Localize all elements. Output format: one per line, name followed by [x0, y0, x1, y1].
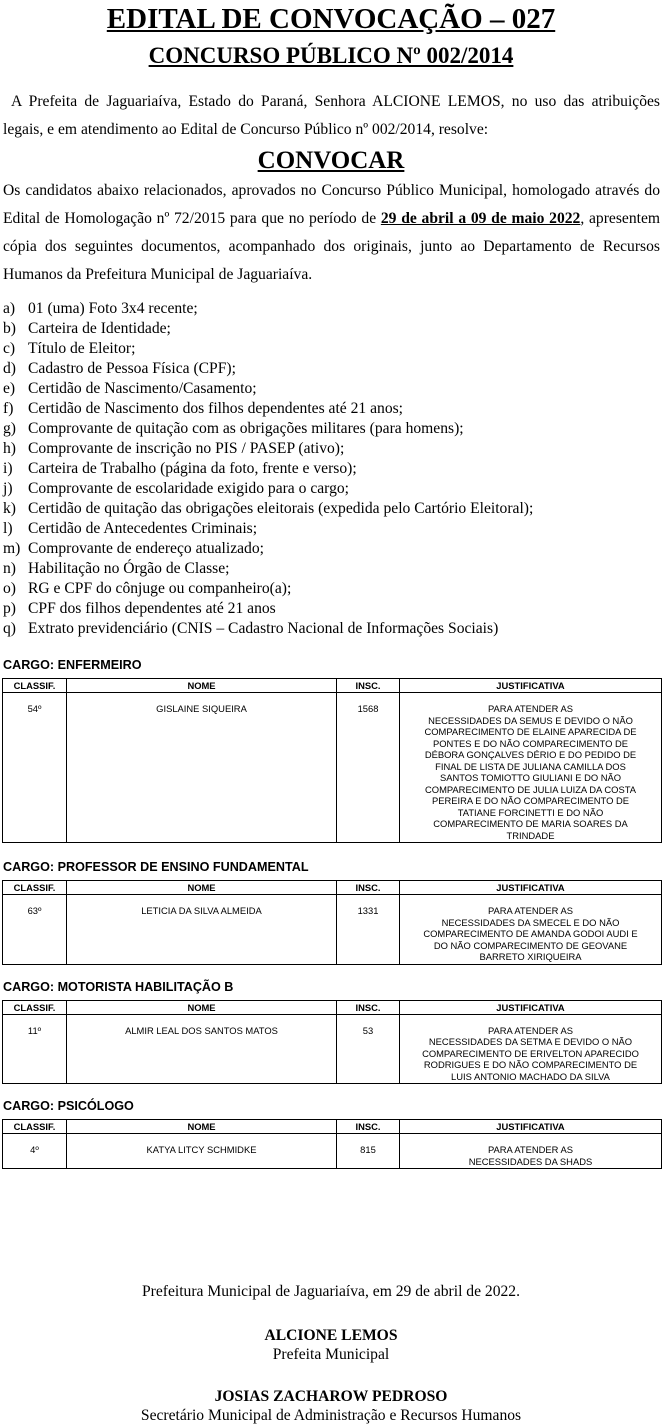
document-subtitle: CONCURSO PÚBLICO Nº 002/2014: [148, 43, 514, 68]
cell-nome: KATYA LITCY SCHMIDKE: [67, 1134, 337, 1169]
header-justificativa: JUSTIFICATIVA: [400, 1000, 662, 1014]
document-item: [3, 459, 662, 479]
document-title: EDITAL DE CONVOCAÇÃO – 027: [106, 3, 556, 35]
document-item-letter: b): [3, 320, 16, 337]
document-item-text: Cadastro de Pessoa Física (CPF);: [28, 360, 236, 377]
document-item-letter: k): [3, 500, 16, 517]
document-item-letter: m): [3, 540, 21, 557]
document-item-text: Certidão de quitação das obrigações eleitorais (expedida pelo Cartório Eleitoral);: [28, 500, 534, 517]
document-item: [3, 579, 662, 599]
table-header-row: [3, 679, 662, 693]
body-text-part2: , apresentem cópia dos seguintes documentos, acompanhado dos originais, junto ao Departamento de Recursos Humanos da Prefeitura Municipal de Jaguariaíva.: [3, 210, 660, 283]
justificativa-line: PARA ATENDER AS: [487, 905, 574, 916]
justificativa-line: NECESSIDADES DA SHADS: [468, 1155, 593, 1167]
cell-classif: 11º: [3, 1014, 67, 1084]
cell-insc: 1331: [337, 895, 400, 965]
justificativa-line: PARA ATENDER AS: [487, 1024, 574, 1036]
justificativa-line: COMPARECIMENTO DE ELAINE APARECIDA DE: [424, 726, 637, 737]
document-item: [3, 359, 662, 379]
body-paragraph: [0, 177, 662, 289]
cell-justificativa: [400, 1134, 662, 1169]
document-item-text: Comprovante de endereço atualizado;: [28, 540, 264, 557]
cargo-heading: CARGO: MOTORISTA HABILITAÇÃO B: [3, 979, 234, 994]
signer1-name: ALCIONE LEMOS: [264, 1327, 398, 1344]
header-insc: INSC.: [337, 1000, 400, 1014]
body-text-part1: Os candidatos abaixo relacionados, aprovados no Concurso Público Municipal, homologado através do Edital de Homologação nº 72/2015 para que no período de: [3, 182, 660, 227]
justificativa-line: PEREIRA E DO NÃO COMPARECIMENTO DE: [431, 795, 630, 806]
header-justificativa: JUSTIFICATIVA: [400, 679, 662, 693]
justificativa-line: RODRIGUES E DO NÃO COMPARECIMENTO DE: [423, 1059, 638, 1070]
document-item: [3, 379, 662, 399]
convocar-heading: CONVOCAR: [257, 147, 405, 174]
justificativa-line: NECESSIDADES DA SEMUS E DEVIDO O NÃO: [428, 714, 633, 726]
document-item: [3, 559, 662, 579]
header-nome: NOME: [67, 1120, 337, 1134]
signer2-title: Secretário Municipal de Administração e Recursos Humanos: [140, 1407, 522, 1424]
document-item-letter: h): [3, 440, 16, 457]
document-item-text: Extrato previdenciário (CNIS – Cadastro Nacional de Informações Sociais): [28, 620, 499, 637]
header-nome: NOME: [67, 881, 337, 895]
document-item-letter: c): [3, 340, 16, 357]
document-item-text: 01 (uma) Foto 3x4 recente;: [28, 300, 198, 317]
document-item-text: Comprovante de inscrição no PIS / PASEP (ativo);: [28, 440, 345, 457]
justificativa-line: TRINDADE: [506, 829, 555, 841]
justificativa-line: NECESSIDADES DA SETMA E DEVIDO O NÃO: [428, 1036, 633, 1047]
candidates-table: [2, 880, 662, 965]
document-item-letter: g): [3, 420, 16, 437]
document-item: [3, 439, 662, 459]
document-item: [3, 399, 662, 419]
justificativa-line: DÉBORA GONÇALVES DÉRIO E DO PEDIDO DE: [424, 749, 637, 760]
document-item-text: Certidão de Antecedentes Criminais;: [28, 520, 258, 537]
cell-insc: 1568: [337, 693, 400, 843]
justificativa-line: NECESSIDADES DA SMECEL E DO NÃO: [441, 916, 620, 928]
document-item-text: Comprovante de escolaridade exigido para o cargo;: [28, 480, 349, 497]
cargo-sections: [0, 657, 662, 1169]
period-highlight: 29 de abril a 09 de maio 2022: [380, 210, 581, 227]
header-nome: NOME: [67, 679, 337, 693]
justificativa-line: COMPARECIMENTO DE AMANDA GODOI AUDI E: [423, 928, 638, 939]
justificativa-line: TATIANE FORCINETTI E DO NÃO: [457, 806, 604, 818]
table-header-row: [3, 1000, 662, 1014]
document-item-text: Carteira de Trabalho (página da foto, frente e verso);: [28, 460, 357, 477]
document-item-letter: o): [3, 580, 16, 597]
justificativa-line: PARA ATENDER AS: [487, 703, 574, 714]
header-classif: CLASSIF.: [3, 1120, 67, 1134]
justificativa-line: BARRETO XIRIQUEIRA: [479, 951, 582, 962]
signature-block-1: [0, 1326, 662, 1364]
document-item-text: Carteira de Identidade;: [28, 320, 171, 337]
cell-classif: 54º: [3, 693, 67, 843]
table-row: [3, 1134, 662, 1169]
justificativa-line: COMPARECIMENTO DE MARIA SOARES DA: [433, 818, 628, 829]
cell-insc: 53: [337, 1014, 400, 1084]
document-item-letter: e): [3, 380, 16, 397]
justificativa-line: DO NÃO COMPARECIMENTO DE GEOVANE: [433, 939, 628, 951]
signer1-title: Prefeita Municipal: [272, 1346, 390, 1363]
document-item: [3, 299, 662, 319]
cell-insc: 815: [337, 1134, 400, 1169]
document-item: [3, 339, 662, 359]
document-item-text: Certidão de Nascimento dos filhos dependentes até 21 anos;: [28, 400, 404, 417]
document-item-letter: f): [3, 400, 14, 417]
justificativa-line: FINAL DE LISTA DE JULIANA CAMILLA DOS: [435, 760, 626, 772]
header-insc: INSC.: [337, 1120, 400, 1134]
document-item-letter: p): [3, 600, 16, 617]
document-item: [3, 419, 662, 439]
document-item: [3, 519, 662, 539]
document-item: [3, 479, 662, 499]
header-nome: NOME: [67, 1000, 337, 1014]
justificativa-line: SANTOS TOMIOTTO GIULIANI E DO NÃO: [439, 772, 622, 783]
justificativa-line: COMPARECIMENTO DE ERIVELTON APARECIDO: [422, 1047, 639, 1059]
candidates-table: [2, 678, 662, 843]
document-item-letter: l): [3, 520, 13, 537]
document-item-letter: n): [3, 560, 16, 577]
justificativa-line: PONTES E DO NÃO COMPARECIMENTO DE: [433, 737, 628, 749]
document-item: [3, 319, 662, 339]
candidates-table: [2, 1119, 662, 1169]
table-header-row: [3, 1120, 662, 1134]
document-item-letter: q): [3, 620, 16, 637]
cell-classif: 63º: [3, 895, 67, 965]
document-item-text: RG e CPF do cônjuge ou companheiro(a);: [28, 580, 292, 597]
cargo-heading: CARGO: ENFERMEIRO: [3, 658, 142, 672]
signer2-name: JOSIAS ZACHAROW PEDROSO: [214, 1388, 448, 1405]
intro-paragraph: A Prefeita de Jaguariaíva, Estado do Paraná, Senhora ALCIONE LEMOS, no uso das atribuições legais, e em atendimento ao Edital de Concurso Público nº 002/2014, resolve:: [3, 93, 660, 138]
justificativa-line: PARA ATENDER AS: [487, 1144, 574, 1155]
document-item-text: Habilitação no Órgão de Classe;: [28, 560, 230, 577]
cell-nome: GISLAINE SIQUEIRA: [67, 693, 337, 843]
header-insc: INSC.: [337, 679, 400, 693]
cargo-heading: CARGO: PROFESSOR DE ENSINO FUNDAMENTAL: [3, 860, 309, 874]
cell-justificativa: [400, 895, 662, 965]
cell-nome: LETICIA DA SILVA ALMEIDA: [67, 895, 337, 965]
documents-list: [0, 299, 662, 639]
justificativa-line: COMPARECIMENTO DE JULIA LUIZA DA COSTA: [425, 783, 636, 795]
document-item-text: Título de Eleitor;: [28, 340, 136, 357]
document-item-letter: i): [3, 460, 13, 477]
header-justificativa: JUSTIFICATIVA: [400, 1120, 662, 1134]
document-item-text: Comprovante de quitação com as obrigações militares (para homens);: [28, 420, 464, 437]
document-item-letter: a): [3, 300, 16, 317]
cell-justificativa: [400, 1014, 662, 1084]
signature-block-2: [0, 1387, 662, 1425]
document-item-letter: j): [3, 480, 13, 497]
justificativa-line: LUIS ANTONIO MACHADO DA SILVA: [451, 1070, 610, 1082]
cell-justificativa: [400, 693, 662, 843]
header-insc: INSC.: [337, 881, 400, 895]
document-item: [3, 539, 662, 559]
document-item: [3, 499, 662, 519]
footer-date-line: Prefeitura Municipal de Jaguariaíva, em 29 de abril de 2022.: [141, 1283, 521, 1300]
candidates-table: [2, 1000, 662, 1085]
cell-nome: ALMIR LEAL DOS SANTOS MATOS: [67, 1014, 337, 1084]
table-row: [3, 693, 662, 843]
header-justificativa: JUSTIFICATIVA: [400, 881, 662, 895]
header-classif: CLASSIF.: [3, 1000, 67, 1014]
table-header-row: [3, 881, 662, 895]
document-item: [3, 599, 662, 619]
document-item-letter: d): [3, 360, 16, 377]
document-item: [3, 619, 662, 639]
cell-classif: 4º: [3, 1134, 67, 1169]
document-item-text: Certidão de Nascimento/Casamento;: [28, 380, 257, 397]
header-classif: CLASSIF.: [3, 881, 67, 895]
document-item-text: CPF dos filhos dependentes até 21 anos: [28, 600, 276, 617]
table-row: [3, 1014, 662, 1084]
table-row: [3, 895, 662, 965]
cargo-heading: CARGO: PSICÓLOGO: [3, 1099, 134, 1113]
header-classif: CLASSIF.: [3, 679, 67, 693]
